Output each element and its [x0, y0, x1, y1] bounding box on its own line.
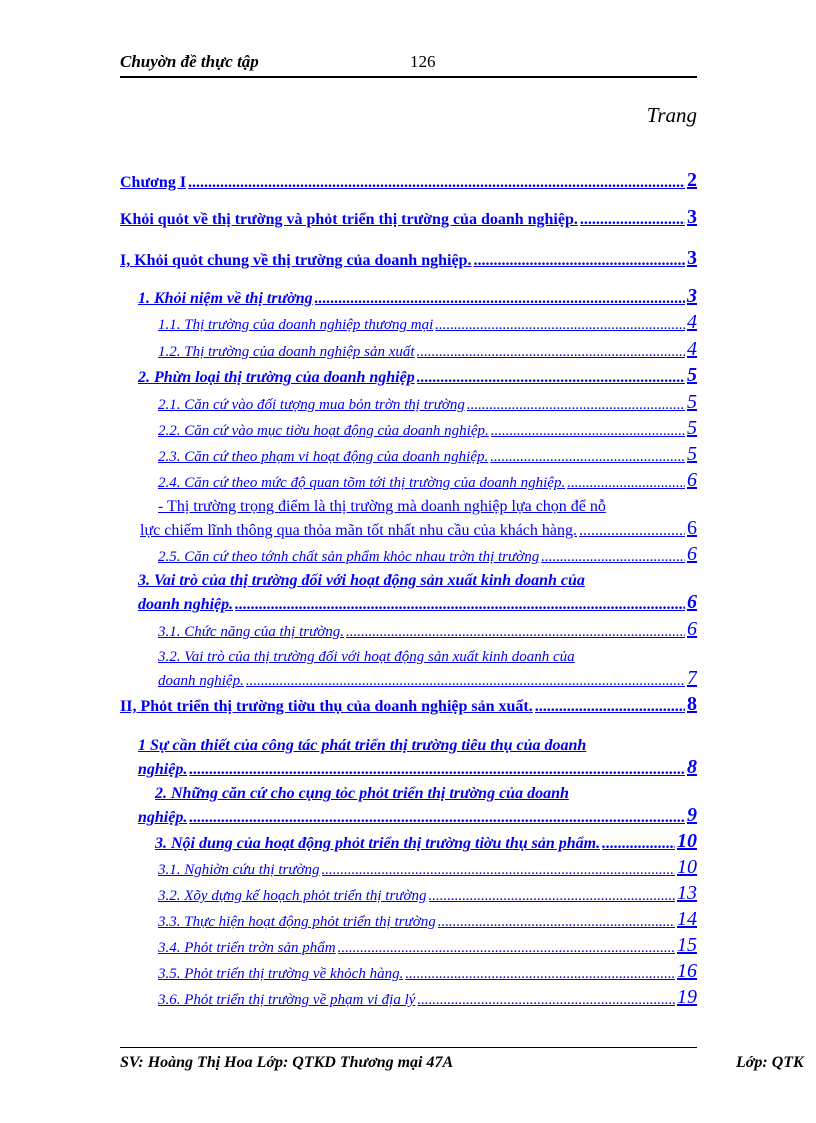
toc-entry-text: lực chiếm lĩnh thông qua thỏa mãn tốt nhất nhu cầu của khách hàng.	[140, 522, 577, 539]
toc-leader-dots	[579, 522, 685, 540]
toc-entry-text: 3.1. Nghiờn cứu thị trường	[158, 862, 320, 878]
toc-entry-text: 1 Sự cần thiết của công tác phát triển thị trường tiêu thụ của doanh	[138, 737, 587, 754]
toc-entry[interactable]	[138, 568, 697, 590]
toc-entry-text: 1. Khỏi niệm về thị trường	[138, 290, 313, 307]
toc-page-number: 3	[687, 286, 697, 307]
toc-entry-text: 3.2. Vai trò của thị trường đối với hoạt động sản xuất kinh doanh của	[158, 649, 575, 665]
toc-entry[interactable]	[158, 668, 697, 690]
toc-entry[interactable]	[158, 544, 697, 566]
toc-page-number: 13	[677, 883, 697, 904]
toc-entry-text: 1.2. Thị trường của doanh nghiệp sản xuất	[158, 344, 415, 360]
header-title: Chuyờn đề thực tập	[120, 52, 259, 71]
toc-page-number: 6	[687, 619, 697, 640]
toc-entry-text: nghiệp.	[138, 761, 188, 778]
toc-leader-dots	[189, 761, 685, 779]
toc-entry[interactable]	[138, 592, 697, 614]
toc-page-number: 10	[677, 857, 697, 878]
toc-leader-dots	[338, 940, 675, 957]
toc-leader-dots	[473, 252, 685, 270]
toc-leader-dots	[567, 475, 685, 492]
toc-leader-dots	[188, 174, 685, 192]
toc-leader-dots	[541, 549, 685, 566]
toc-entry-text: 2. Những căn cứ cho cụng tỏc phỏt triển thị trường của doanh	[155, 785, 569, 802]
toc-entry-text: 2.3. Căn cứ theo phạm vi hoạt động của doanh nghiệp.	[158, 449, 489, 465]
toc-entry[interactable]	[158, 909, 697, 931]
toc-entry-text: 2.4. Căn cứ theo mức độ quan tõm tới thị trường của doanh nghiệp.	[158, 475, 566, 491]
toc-page-number: 15	[677, 935, 697, 956]
toc-entry-text: nghiệp.	[138, 809, 188, 826]
toc-entry[interactable]	[138, 286, 697, 308]
toc-leader-dots	[429, 888, 676, 905]
toc-page-number: 5	[687, 365, 697, 386]
toc-leader-dots	[405, 966, 675, 983]
toc-entry-text: 3. Nội dung của hoạt động phỏt triển thị trường tiờu thụ sản phẩm.	[155, 835, 601, 852]
toc-entry-text: 3.2. Xõy dựng kế hoạch phỏt triển thị trường	[158, 888, 427, 904]
toc-page-number: 8	[687, 694, 697, 715]
toc-page-number: 7	[687, 668, 697, 689]
toc-leader-dots	[438, 914, 675, 931]
toc-entry[interactable]	[155, 781, 697, 803]
header-page-number: 126	[410, 52, 436, 71]
toc-entry-text: 3.6. Phỏt triển thị trường về phạm vi địa lý	[158, 992, 416, 1008]
toc-entry[interactable]	[138, 805, 697, 827]
toc-entry[interactable]	[140, 518, 697, 540]
toc-entry[interactable]	[120, 207, 697, 229]
toc-entry-text: 2.2. Căn cứ vào mục tiờu hoạt động của doanh nghiệp.	[158, 423, 489, 439]
toc-entry[interactable]	[158, 312, 697, 334]
toc-leader-dots	[435, 317, 685, 334]
toc-entry-text: 3.4. Phỏt triển trờn sản phẩm	[158, 940, 336, 956]
toc-page-number: 19	[677, 987, 697, 1008]
footer-divider	[120, 1047, 697, 1048]
toc-entry-text: I, Khỏi quỏt chung về thị trường của doanh nghiệp.	[120, 252, 472, 269]
toc-page-number: 6	[687, 470, 697, 491]
toc-entry[interactable]	[158, 392, 697, 414]
toc-leader-dots	[417, 344, 685, 361]
toc-page-number: 8	[687, 757, 697, 778]
toc-entry[interactable]	[158, 339, 697, 361]
toc-entry[interactable]	[158, 644, 697, 666]
toc-leader-dots	[235, 596, 685, 614]
toc-leader-dots	[315, 290, 685, 308]
toc-entry-text: 2.1. Căn cứ vào đối tượng mua bỏn trờn thị trường	[158, 397, 465, 413]
toc-entry-text: doanh nghiệp.	[158, 673, 244, 689]
toc-leader-dots	[491, 423, 685, 440]
toc-entry[interactable]	[158, 857, 697, 879]
toc-entry[interactable]	[158, 935, 697, 957]
toc-page-number: 5	[687, 444, 697, 465]
toc-leader-dots	[346, 624, 685, 641]
toc-page-number: 3	[687, 207, 697, 228]
toc-entry-text: - Thị trường trọng điểm là thị trường mà doanh nghiệp lựa chọn để nỗ	[158, 498, 606, 515]
toc-entry-text: 3.3. Thực hiện hoạt động phỏt triển thị trường	[158, 914, 436, 930]
toc-leader-dots	[535, 698, 685, 716]
toc-entry-text: II, Phỏt triển thị trường tiờu thụ của doanh nghiệp sản xuất.	[120, 698, 533, 715]
toc-entry[interactable]	[155, 831, 697, 853]
toc-entry[interactable]	[158, 987, 697, 1009]
toc-page-number: 16	[677, 961, 697, 982]
toc-leader-dots	[189, 809, 685, 827]
toc-entry[interactable]	[158, 494, 697, 516]
toc-entry-text: 3. Vai trò của thị trường đối với hoạt động sản xuất kinh doanh của	[138, 572, 585, 589]
toc-page-number: 6	[687, 592, 697, 613]
toc-leader-dots	[417, 369, 685, 387]
toc-leader-dots	[246, 673, 685, 690]
toc-page-number: 14	[677, 909, 697, 930]
footer-student-info: SV: Hoàng Thị Hoa Lớp: QTKD Thương mại 47A	[120, 1054, 454, 1071]
toc-page-number: 4	[687, 339, 697, 360]
toc-entry[interactable]	[138, 733, 697, 755]
toc-entry[interactable]	[138, 757, 697, 779]
toc-entry[interactable]	[120, 694, 697, 716]
toc-leader-dots	[467, 397, 685, 414]
toc-entry-text: 3.5. Phỏt triển thị trường về khỏch hàng.	[158, 966, 404, 982]
toc-entry[interactable]	[158, 961, 697, 983]
toc-entry-text: 2. Phừn loại thị trường của doanh nghiệp	[138, 369, 415, 386]
toc-entry[interactable]	[120, 248, 697, 270]
toc-page-number: 2	[687, 170, 697, 191]
toc-entry-text: Chương I	[120, 174, 187, 191]
toc-page-number: 5	[687, 418, 697, 439]
toc-entry[interactable]	[120, 170, 697, 192]
toc-leader-dots	[417, 992, 675, 1009]
toc-leader-dots	[490, 449, 685, 466]
toc-entry[interactable]	[158, 619, 697, 641]
toc-entry[interactable]	[138, 365, 697, 387]
header-divider	[120, 76, 697, 78]
toc-entry[interactable]	[158, 444, 697, 466]
toc-entry-text: doanh nghiệp.	[138, 596, 234, 613]
toc-entry[interactable]	[158, 470, 697, 492]
toc-entry[interactable]	[158, 883, 697, 905]
toc-page-number: 9	[687, 805, 697, 826]
toc-page-number: 10	[677, 831, 697, 852]
toc-page-number: 3	[687, 248, 697, 269]
toc-entry-text: 3.1. Chức năng của thị trường.	[158, 624, 345, 640]
toc-leader-dots	[580, 211, 685, 229]
toc-page-number: 4	[687, 312, 697, 333]
toc-page-number: 6	[687, 544, 697, 565]
toc-page-number: 5	[687, 392, 697, 413]
toc-leader-dots	[322, 862, 675, 879]
trang-label: Trang	[646, 103, 697, 127]
toc-entry-text: 1.1. Thị trường của doanh nghiệp thương mại	[158, 317, 434, 333]
footer-class-info: Lớp: QTK	[736, 1054, 804, 1071]
toc-entry-text: 2.5. Căn cứ theo tớnh chất sản phẩm khỏc nhau trờn thị trường	[158, 549, 540, 565]
toc-entry[interactable]	[158, 418, 697, 440]
toc-entry-text: Khỏi quỏt về thị trường và phỏt triển thị trường của doanh nghiệp.	[120, 211, 578, 228]
toc-leader-dots	[602, 835, 675, 853]
toc-page-number: 6	[687, 518, 697, 539]
